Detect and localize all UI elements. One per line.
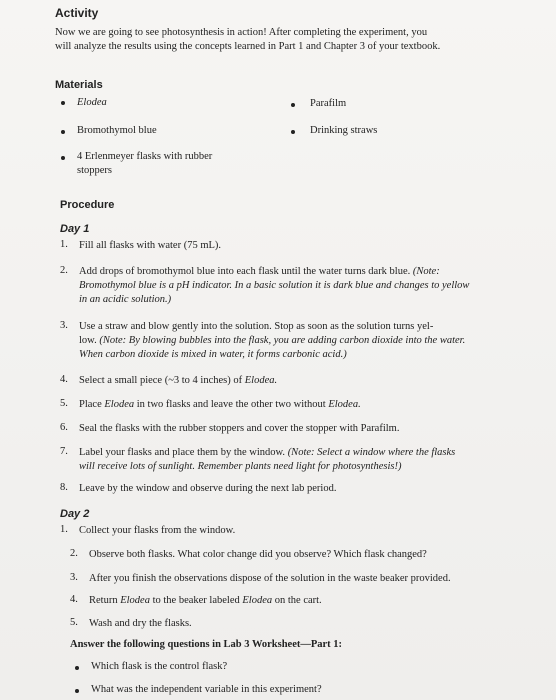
question-1: Which flask is the control flask?	[91, 661, 228, 672]
bullet-icon	[291, 130, 295, 134]
bullet-icon	[75, 666, 79, 670]
intro-line-1: Now we are going to see photosynthesis in action! After completing the experiment, you	[55, 27, 428, 38]
step-number: 5.	[60, 398, 68, 409]
materials-heading: Materials	[55, 79, 103, 91]
day2-step-2: Observe both flasks. What color change did you observe? Which flask changed?	[89, 549, 427, 560]
step-text: Label your flasks and place them by the window.	[79, 447, 288, 458]
day1-label: Day 1	[60, 223, 90, 235]
step-em: Elodea	[104, 399, 135, 410]
step-note: (Note:	[412, 266, 440, 277]
step-text: on the cart.	[272, 595, 322, 606]
day1-step-8: Leave by the window and observe during the next lab period.	[79, 483, 337, 494]
question-2: What was the independent variable in this experiment?	[91, 684, 322, 695]
step-em: Elodea.	[328, 399, 361, 410]
day1-step-7-line1	[79, 446, 455, 459]
day1-step-6: Seal the flasks with the rubber stoppers and cover the stopper with Parafilm.	[79, 423, 400, 434]
material-elodea: Elodea	[77, 97, 107, 108]
material-parafilm: Parafilm	[310, 98, 347, 109]
bullet-icon	[61, 156, 65, 160]
day2-step-1: Collect your flasks from the window.	[79, 525, 236, 536]
step-text: low.	[79, 335, 100, 346]
step-em: Elodea.	[244, 375, 278, 386]
step-em: Elodea	[242, 595, 273, 606]
day1-step-5	[79, 398, 361, 411]
step-number: 8.	[60, 482, 68, 493]
day2-step-5: Wash and dry the flasks.	[89, 618, 192, 629]
day1-step-2-line1	[79, 265, 440, 278]
bullet-icon	[61, 130, 65, 134]
step-number: 2.	[70, 548, 78, 559]
day1-step-3-line2	[79, 334, 465, 347]
step-number: 1.	[60, 239, 68, 250]
day2-step-3: After you finish the observations dispose of the solution in the waste beaker provided.	[89, 573, 451, 584]
step-text: to the beaker labeled	[149, 595, 243, 606]
material-flasks-line2: stoppers	[77, 165, 112, 176]
material-straws: Drinking straws	[310, 125, 378, 136]
step-number: 7.	[60, 446, 68, 457]
day1-step-2-line3: in an acidic solution.)	[79, 294, 172, 305]
step-number: 5.	[70, 617, 78, 628]
step-number: 4.	[60, 374, 68, 385]
day1-step-3-line1: Use a straw and blow gently into the solution. Stop as soon as the solution turns yel-	[79, 321, 434, 332]
step-number: 3.	[60, 320, 68, 331]
step-number: 6.	[60, 422, 68, 433]
step-text: Return	[89, 595, 121, 606]
bullet-icon	[61, 101, 65, 105]
day2-label: Day 2	[60, 508, 90, 520]
intro-line-2: will analyze the results using the concepts learned in Part 1 and Chapter 3 of your textbook.	[55, 41, 441, 52]
step-number: 3.	[70, 572, 78, 583]
step-number: 1.	[60, 524, 68, 535]
step-number: 4.	[70, 594, 78, 605]
step-text: Add drops of bromothymol blue into each flask until the water turns dark blue.	[79, 266, 413, 277]
step-number: 2.	[60, 265, 68, 276]
day1-step-3-line3: When carbon dioxide is mixed in water, it forms carbonic acid.)	[79, 349, 347, 360]
step-note: (Note: By blowing bubbles into the flask, you are adding carbon dioxide into the water.	[99, 335, 466, 346]
questions-heading: Answer the following questions in Lab 3 Worksheet—Part 1:	[70, 639, 343, 650]
step-text: in two flasks and leave the other two without	[134, 399, 329, 410]
step-text: Select a small piece (~3 to 4 inches) of	[79, 375, 245, 386]
bullet-icon	[291, 103, 295, 107]
day1-step-1: Fill all flasks with water (75 mL).	[79, 240, 222, 251]
day1-step-2-line2: Bromothymol blue is a pH indicator. In a basic solution it is dark blue and changes to yellow	[79, 280, 470, 291]
material-bromothymol: Bromothymol blue	[77, 125, 157, 136]
step-text: Place	[79, 399, 105, 410]
activity-title: Activity	[55, 6, 99, 20]
bullet-icon	[75, 689, 79, 693]
day1-step-4	[79, 374, 277, 387]
step-em: Elodea	[120, 595, 150, 606]
step-note: (Note: Select a window where the flasks	[287, 447, 456, 458]
day1-step-7-line2: will receive lots of sunlight. Remember plants need light for photosynthesis!)	[79, 461, 402, 472]
day2-step-4	[89, 594, 322, 607]
material-flasks: 4 Erlenmeyer flasks with rubber	[77, 151, 213, 162]
procedure-heading: Procedure	[60, 199, 115, 211]
